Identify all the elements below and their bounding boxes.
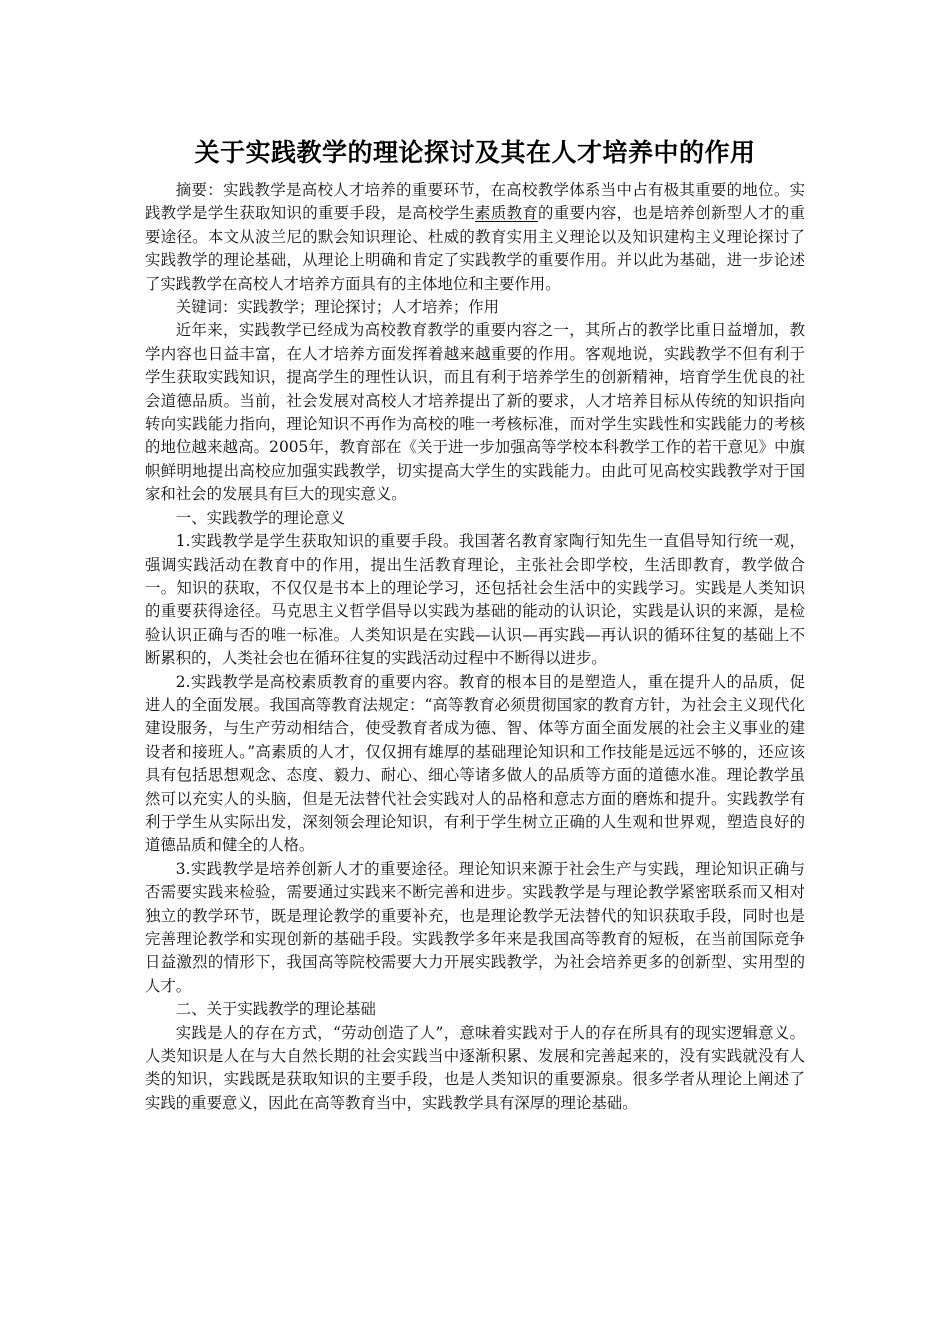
quality-education-link[interactable]: 素质教育	[475, 204, 539, 223]
document-page	[145, 133, 805, 1115]
abstract-text-after-link: 的重要内容，也是培养创新型人才的重要途径。本文从波兰尼的默会知识理论、杜威的教育实用主义理论以及知识建构主义理论探讨了实践教学的理论基础，从理论上明确和肯定了实践教学的重要作用。并以此为基础，进一步论述了实践教学在高校人才培养方面具有的主体地位和主要作用。	[145, 204, 805, 293]
abstract-text-before-link: 摘要：实践教学是高校人才培养的重要环节，在高校教学体系当中占有极其重要的地位。实践教学是学生获取知识的重要手段，是高校学生	[145, 181, 805, 223]
section-1-paragraph-1: 1.实践教学是学生获取知识的重要手段。我国著名教育家陶行知先生一直倡导知行统一观，强调实践活动在教育中的作用，提出生活教育理论，主张社会即学校，生活即教育，教学做合一。知识的获取，不仅仅是书本上的理论学习，还包括社会生活中的实践学习。实践是人类知识的重要获得途径。马克思主义哲学倡导以实践为基础的能动的认识论，实践是认识的来源，是检验认识正确与否的唯一标准。人类知识是在实践—认识—再实践—再认识的循环往复的基础上不断累积的，人类社会也在循环往复的实践活动过程中不断得以进步。	[145, 532, 805, 668]
section-1-paragraph-2: 2.实践教学是高校素质教育的重要内容。教育的根本目的是塑造人，重在提升人的品质，促进人的全面发展。我国高等教育法规定：“高等教育必须贯彻国家的教育方针，为社会主义现代化建设服务，与生产劳动相结合，使受教育者成为德、智、体等方面全面发展的社会主义事业的建设者和接班人。”高素质的人才，仅仅拥有雄厚的基础理论知识和工作技能是远远不够的，还应该具有包括思想观念、态度、毅力、耐心、细心等诸多做人的品质等方面的道德水准。理论教学虽然可以充实人的头脑，但是无法替代社会实践对人的品格和意志方面的磨炼和提升。实践教学有利于学生从实际出发，深刻领会理论知识，有利于学生树立正确的人生观和世界观，塑造良好的道德品质和健全的人格。	[145, 672, 805, 855]
document-title: 关于实践教学的理论探讨及其在人才培养中的作用	[194, 138, 756, 167]
abstract-paragraph	[145, 179, 805, 296]
section-2-heading: 二、关于实践教学的理论基础	[175, 1000, 376, 1019]
keywords-line: 关键词：实践教学；理论探讨；人才培养；作用	[175, 298, 500, 317]
section-1-heading: 一、实践教学的理论意义	[175, 508, 346, 527]
section-2-paragraph-1: 实践是人的存在方式，“劳动创造了人”，意味着实践对于人的存在所具有的现实逻辑意义。人类知识是人在与大自然长期的社会实践当中逐渐积累、发展和完善起来的，没有实践就没有人类的知识，实践既是获取知识的主要手段，也是人类知识的重要源泉。很多学者从理论上阐述了实践的重要意义，因此在高等教育当中，实践教学具有深厚的理论基础。	[145, 1023, 805, 1112]
intro-paragraph: 近年来，实践教学已经成为高校教育教学的重要内容之一，其所占的教学比重日益增加，教学内容也日益丰富，在人才培养方面发挥着越来越重要的作用。客观地说，实践教学不但有利于学生获取实践知识，提高学生的理性认识，而且有利于培养学生的创新精神，培育学生优良的社会道德品质。当前，社会发展对高校人才培养提出了新的要求，人才培养目标从传统的知识指向转向实践能力指向，理论知识不再作为高校的唯一考核标准，而对学生实践性和实践能力的考核的地位越来越高。2005年，教育部在《关于进一步加强高等学校本科教学工作的若干意见》中旗帜鲜明地提出高校应加强实践教学，切实提高大学生的实践能力。由此可见高校实践教学对于国家和社会的发展具有巨大的现实意义。	[145, 321, 805, 504]
section-1-paragraph-3: 3.实践教学是培养创新人才的重要途径。理论知识来源于社会生产与实践，理论知识正确与否需要实践来检验，需要通过实践来不断完善和进步。实践教学是与理论教学紧密联系而又相对独立的教学环节，既是理论教学的重要补充，也是理论教学无法替代的知识获取手段，同时也是完善理论教学和实现创新的基础手段。实践教学多年来是我国高等教育的短板，在当前国际竞争日益激烈的情形下，我国高等院校需要大力开展实践教学，为社会培养更多的创新型、实用型的人才。	[145, 859, 805, 995]
